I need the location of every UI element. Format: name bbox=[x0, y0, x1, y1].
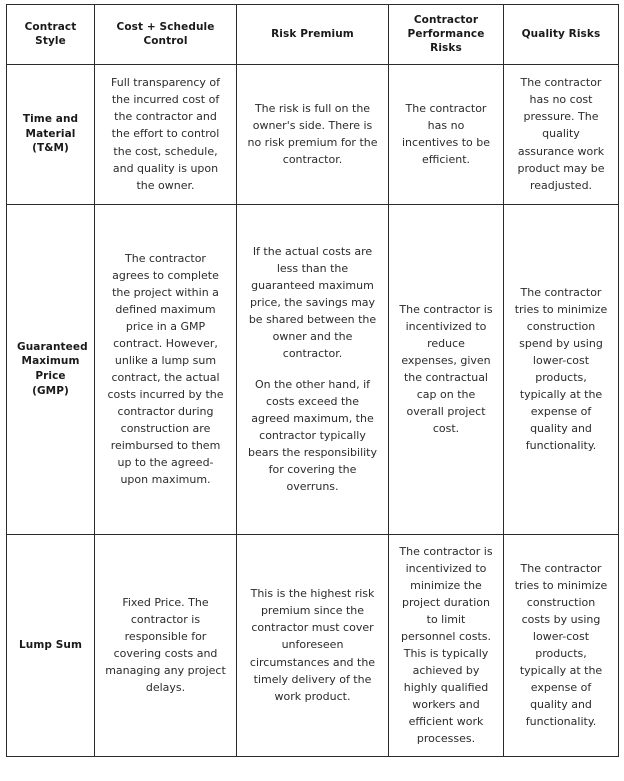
cell-gmp-risk-premium-paragraph-2: On the other hand, if costs exceed the agreed maximum, the contractor typically bears the responsibility for covering the overruns. bbox=[247, 378, 377, 494]
cell-lump-quality-risks: The contractor tries to minimize construction costs by using lower-cost products, typically at the expense of quality and functionality. bbox=[504, 534, 619, 756]
cell-tm-risk-premium: The risk is full on the owner's side. There is no risk premium for the contractor. bbox=[237, 64, 389, 204]
cell-gmp-cost-schedule-control: The contractor agrees to complete the project within a defined maximum price in a GMP contract. However, unlike a lump sum contract, the actual costs incurred by the contractor during construction are reimbursed to them up to the agreed-upon maximum. bbox=[95, 204, 237, 534]
cell-gmp-risk-premium-paragraph-1: If the actual costs are less than the guaranteed maximum price, the savings may be shared between the owner and the contractor. bbox=[248, 244, 377, 360]
row-label-lump-sum: Lump Sum bbox=[7, 534, 95, 756]
cell-tm-quality-risks: The contractor has no cost pressure. The quality assurance work product may be readjusted. bbox=[504, 64, 619, 204]
table-body bbox=[7, 64, 619, 756]
table-row bbox=[7, 534, 619, 756]
cell-lump-risk-premium: This is the highest risk premium since the contractor must cover unforeseen circumstances and the timely delivery of the work product. bbox=[237, 534, 389, 756]
contract-comparison-table bbox=[6, 4, 619, 757]
table-row bbox=[7, 204, 619, 534]
cell-lump-performance-risks: The contractor is incentivized to minimize the project duration to limit personnel costs. This is typically achieved by highly qualified workers and efficient work processes. bbox=[389, 534, 504, 756]
table-header bbox=[7, 5, 619, 65]
cell-tm-cost-schedule-control: Full transparency of the incurred cost of the contractor and the effort to control the cost, schedule, and quality is upon the owner. bbox=[95, 64, 237, 204]
row-label-guaranteed-maximum-price: Guaranteed Maximum Price (GMP) bbox=[7, 204, 95, 534]
cell-gmp-risk-premium bbox=[237, 204, 389, 534]
column-header-contractor-performance-risks: Contractor Performance Risks bbox=[389, 5, 504, 65]
cell-lump-cost-schedule-control: Fixed Price. The contractor is responsible for covering costs and managing any project delays. bbox=[95, 534, 237, 756]
column-header-risk-premium: Risk Premium bbox=[237, 5, 389, 65]
cell-gmp-performance-risks: The contractor is incentivized to reduce expenses, given the contractual cap on the overall project cost. bbox=[389, 204, 504, 534]
row-label-time-and-material: Time and Material (T&M) bbox=[7, 64, 95, 204]
column-header-cost-schedule-control: Cost + Schedule Control bbox=[95, 5, 237, 65]
cell-gmp-quality-risks: The contractor tries to minimize construction spend by using lower-cost products, typically at the expense of quality and functionality. bbox=[504, 204, 619, 534]
table-header-row bbox=[7, 5, 619, 65]
column-header-quality-risks: Quality Risks bbox=[504, 5, 619, 65]
cell-tm-performance-risks: The contractor has no incentives to be efficient. bbox=[389, 64, 504, 204]
table-row bbox=[7, 64, 619, 204]
column-header-contract-style: Contract Style bbox=[7, 5, 95, 65]
